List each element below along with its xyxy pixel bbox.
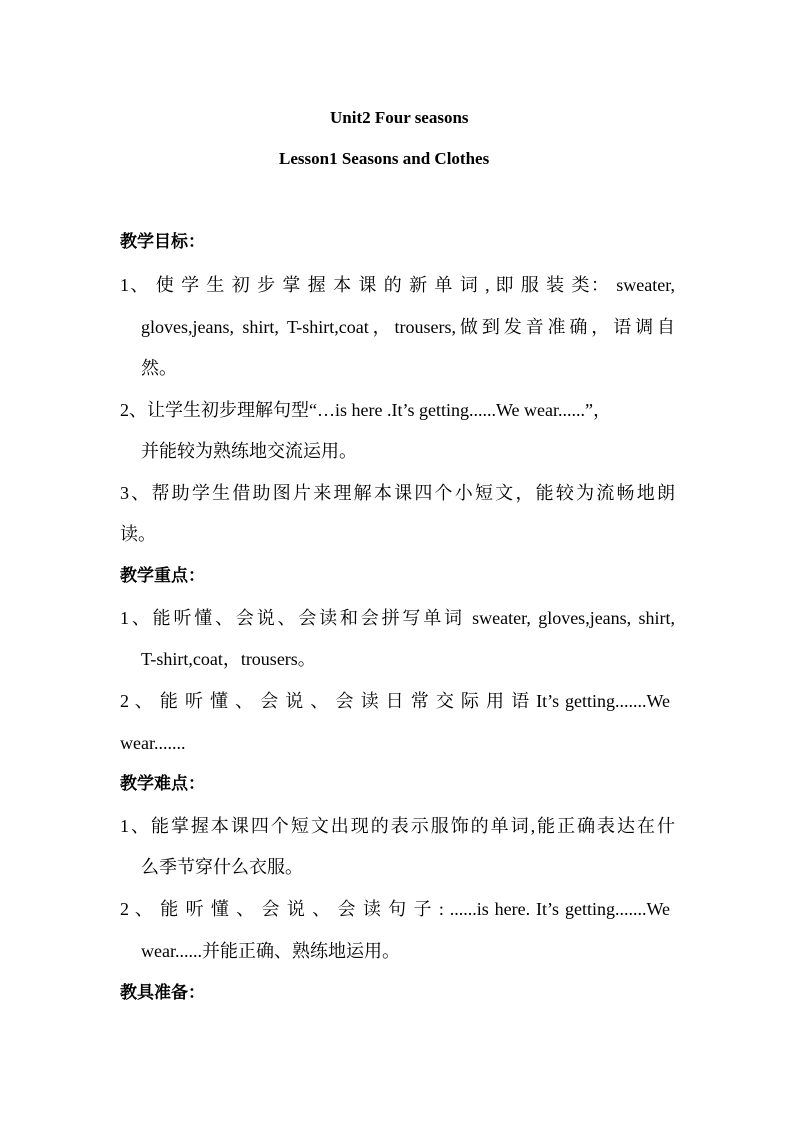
objective-2-line-1: 2、让学生初步理解句型“…is here .It’s getting......We wear......”， [120,400,611,420]
difficult-point-2-line-2: wear......并能正确、熟练地运用。 [141,941,400,961]
lesson-title: Lesson1 Seasons and Clothes [279,149,490,168]
objective-3-line-1: 3、帮助学生借助图片来理解本课四个小短文，能较为流畅地朗 [120,483,675,503]
key-point-2-line-1: 2 、 能 听 懂 、 会 说 、 会 读 日 常 交 际 用 语 It’s getting.......We [120,691,670,711]
objective-2-line-2: 并能较为熟练地交流运用。 [141,441,357,461]
key-point-1-line-1: 1、能听懂、会说、会读和会拼写单词 sweater, gloves,jeans, shirt, [120,608,675,628]
objective-1-line-3: 然。 [141,358,177,378]
key-point-1-line-2: T-shirt,coat，trousers。 [141,649,316,669]
difficult-point-1-line-2: 么季节穿什么衣服。 [141,857,303,877]
key-points-heading: 教学重点： [120,566,205,585]
key-point-2-line-2: wear....... [120,733,186,753]
difficult-point-2-line-1: 2 、 能 听 懂 、 会 说 、 会 读 句 子 : ......is here. It’s getting.......We [120,899,670,919]
materials-heading: 教具准备： [120,983,205,1002]
unit-title: Unit2 Four seasons [330,108,469,127]
objective-3-line-2: 读。 [120,524,156,544]
difficult-points-heading: 教学难点： [120,774,205,793]
objective-1-line-1: 1、 使 学 生 初 步 掌 握 本 课 的 新 单 词 , 即 服 装 类： sweater, [120,275,675,295]
objective-1-line-2: gloves,jeans, shirt, T-shirt,coat，trousers,做到发音准确，语调自 [141,317,675,337]
objectives-heading: 教学目标： [120,232,205,251]
difficult-point-1-line-1: 1、能掌握本课四个短文出现的表示服饰的单词,能正确表达在什 [120,816,675,836]
